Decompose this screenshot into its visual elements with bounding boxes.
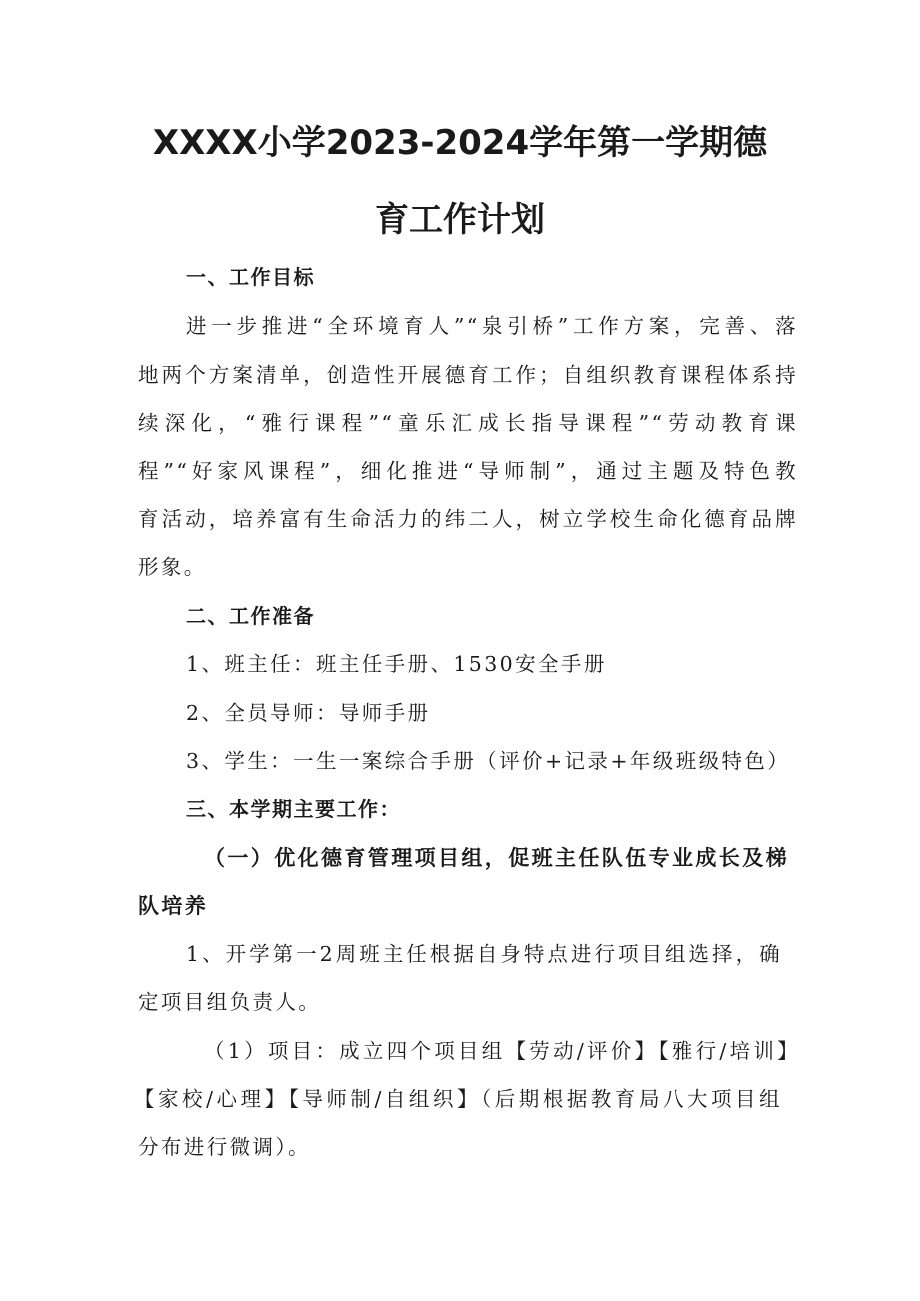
- paragraph-line: （1）项目：成立四个项目组【劳动/评价】【雅行/培训】: [204, 1039, 800, 1063]
- paragraph-line: 续深化，“雅行课程”“童乐汇成长指导课程”“劳动教育课: [138, 411, 798, 435]
- document-title-line-2: 育工作计划: [375, 200, 545, 240]
- paragraph-line: 地两个方案清单，创造性开展德育工作；自组织教育课程体系持: [138, 363, 798, 387]
- paragraph-line: 形象。: [138, 555, 207, 579]
- paragraph-line: 进一步推进“全环境育人”“泉引桥”工作方案，完善、落: [186, 314, 798, 338]
- subheading-line: 队培养: [138, 894, 209, 918]
- paragraph-line: 【家校/心理】【导师制/自组织】（后期根据教育局八大项目组: [134, 1087, 782, 1111]
- section-heading-preparation: 二、工作准备: [186, 604, 315, 628]
- paragraph-line: 程”“好家风课程”，细化推进“导师制”，通过主题及特色教: [138, 459, 798, 483]
- paragraph-line: 定项目组负责人。: [138, 990, 322, 1014]
- section-heading-goals: 一、工作目标: [186, 265, 315, 289]
- document-title-line-1: XXXX小学2023-2024学年第一学期德: [152, 123, 768, 163]
- list-item: 3、学生：一生一案综合手册（评价+记录+年级班级特色）: [186, 749, 791, 773]
- section-heading-main-work: 三、本学期主要工作：: [186, 797, 401, 821]
- paragraph-line: 分布进行微调）。: [138, 1135, 311, 1159]
- subheading-line: （一）优化德育管理项目组，促班主任队伍专业成长及梯: [204, 846, 789, 870]
- list-item: 1、班主任：班主任手册、1530安全手册: [186, 652, 607, 676]
- paragraph-line: 育活动，培养富有生命活力的纬二人，树立学校生命化德育品牌: [138, 507, 798, 531]
- list-item: 2、全员导师：导师手册: [186, 701, 431, 725]
- paragraph-line: 1、开学第一2周班主任根据自身特点进行项目组选择，确: [186, 942, 782, 966]
